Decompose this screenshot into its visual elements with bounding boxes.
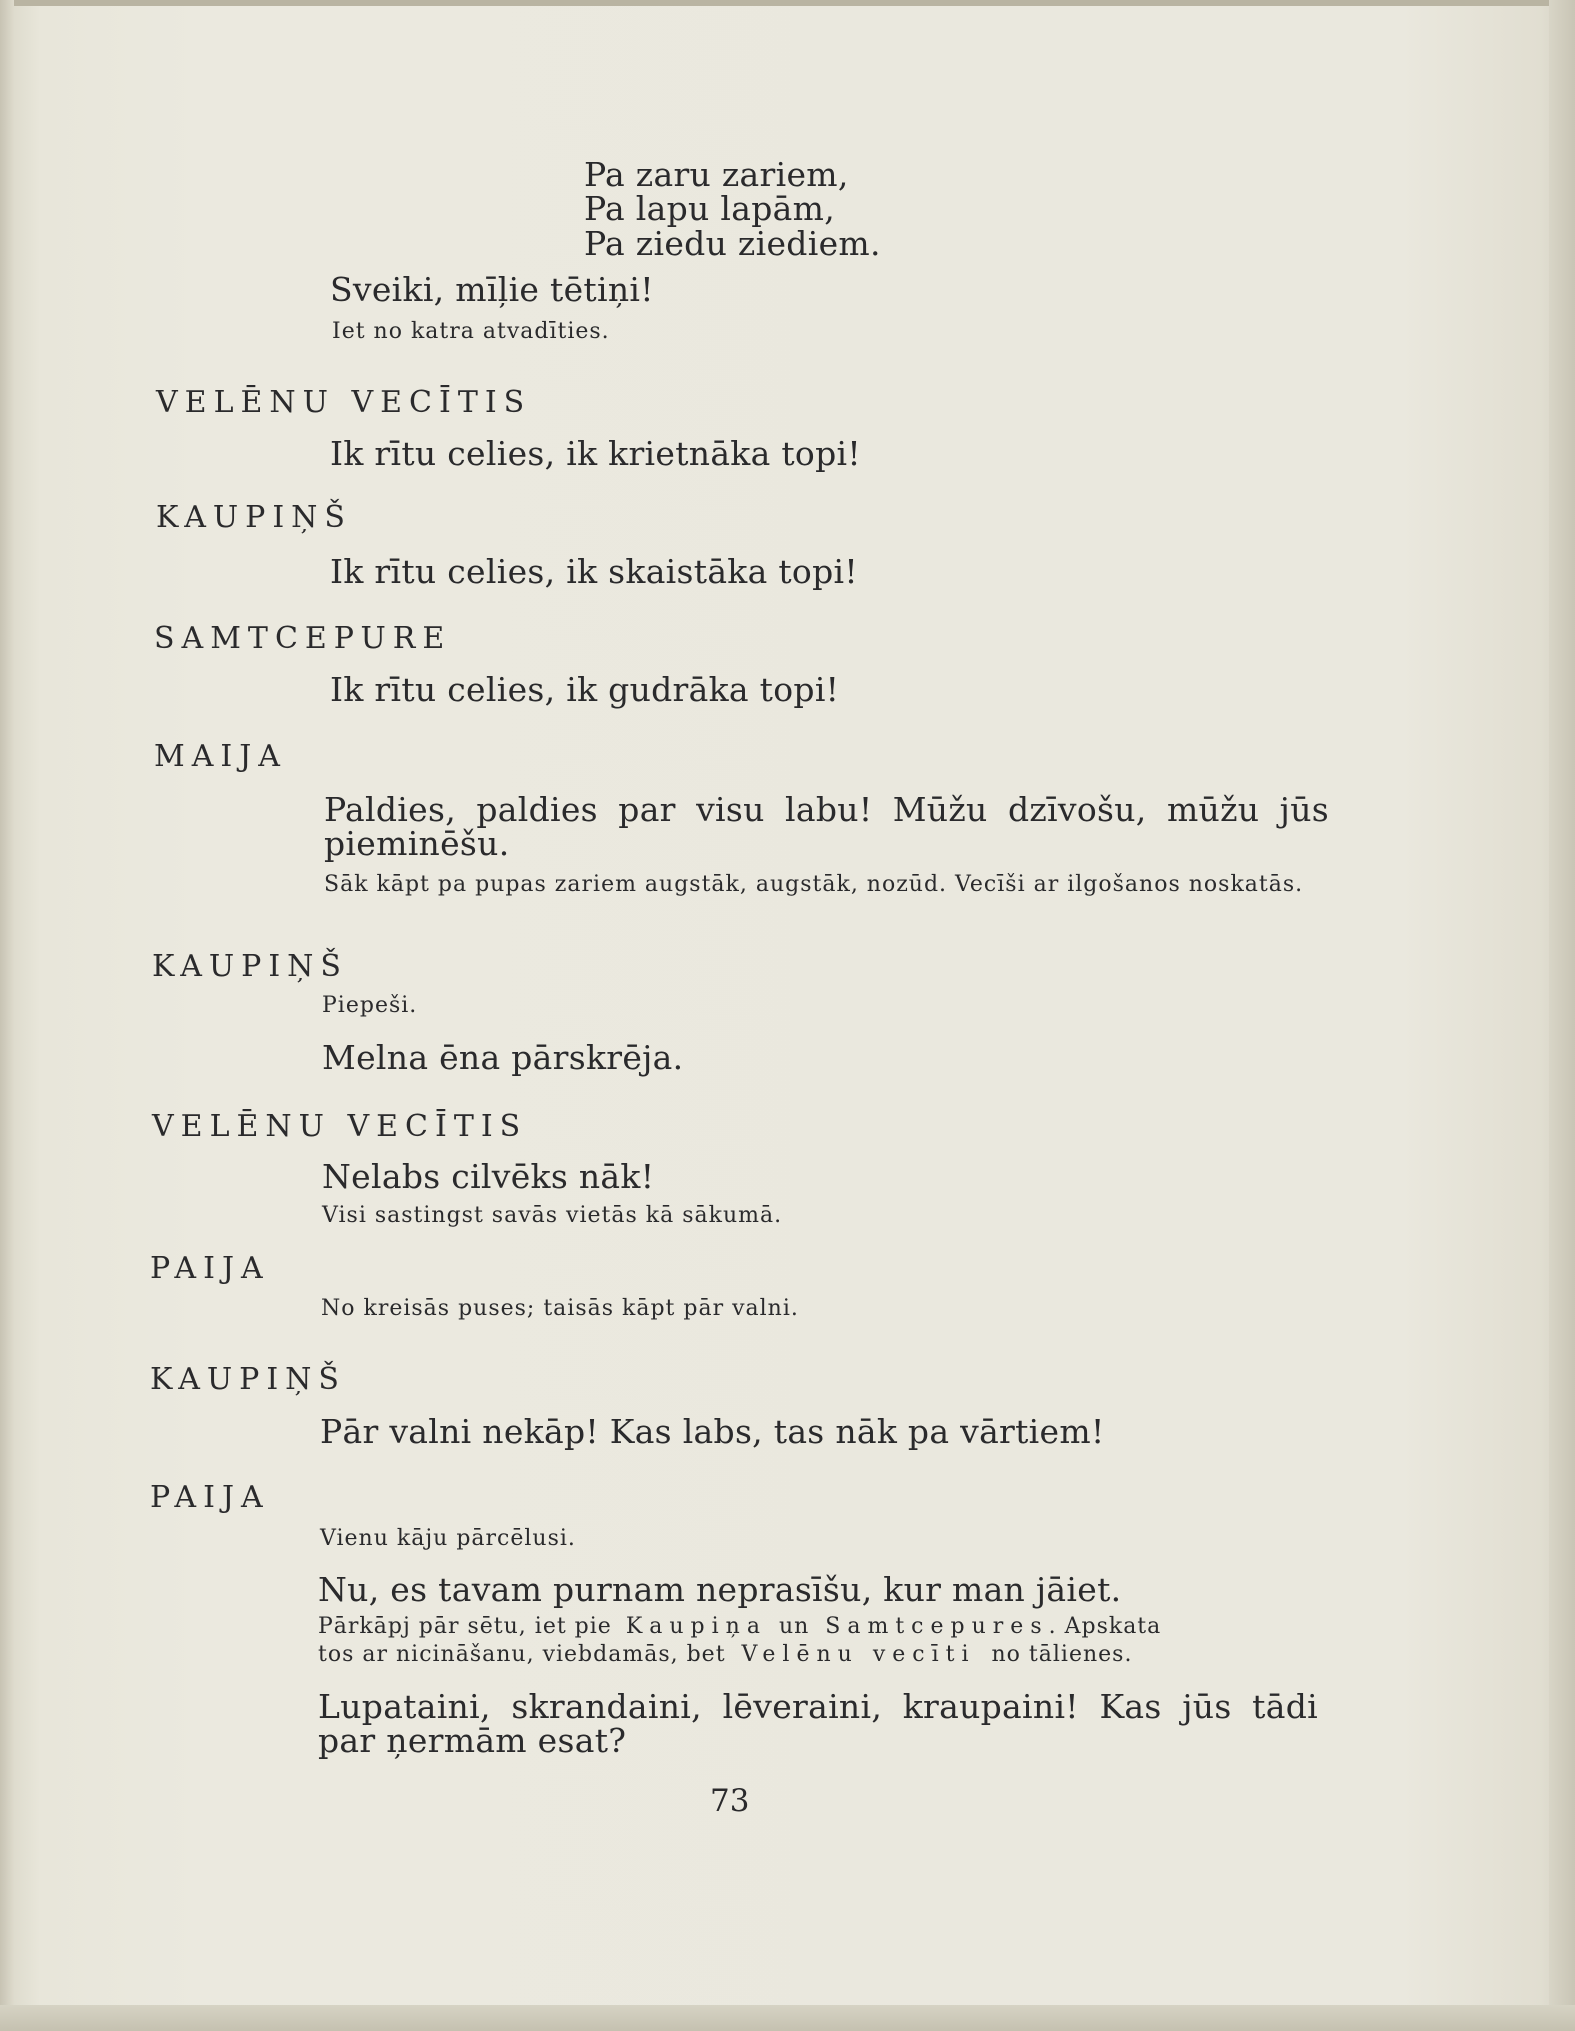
dialogue-paragraph: Paldies, paldies par visu labu! Mūžu dzīvošu, mūžu jūs pieminēšu.: [324, 790, 1329, 863]
speaker-name: VELĒNU VECĪTIS: [156, 385, 532, 420]
speaker-name: KAUPIŅŠ: [152, 949, 348, 984]
speaker-name: PAIJA: [150, 1480, 270, 1515]
speaker-name: SAMTCEPURE: [154, 621, 452, 656]
direction-text: tos ar nicināšanu, viebdamās, bet: [318, 1642, 726, 1667]
verse-line-2: Pa lapu lapām,: [584, 189, 835, 228]
dialogue-line: Nu, es tavam purnam neprasīšu, kur man jāiet.: [318, 1570, 1122, 1609]
verse-line-3: Pa ziedu ziediem.: [584, 224, 881, 263]
dialogue-line: Ik rītu celies, ik gudrāka topi!: [330, 670, 840, 709]
direction-text: Pārkāpj pār sētu, iet pie: [318, 1614, 612, 1639]
speaker-name: MAIJA: [154, 739, 287, 774]
speaker-name: KAUPIŅŠ: [150, 1362, 346, 1397]
dialogue-line: Ik rītu celies, ik skaistāka topi!: [330, 552, 858, 591]
stage-direction-line-1: [318, 1615, 1161, 1639]
speaker-name: KAUPIŅŠ: [156, 500, 352, 535]
dialogue-line: Melna ēna pārskrēja.: [322, 1038, 684, 1077]
stage-direction: No kreisās puses; taisās kāpt pār valni.: [321, 1296, 799, 1321]
stage-direction: Sāk kāpt pa pupas zariem augstāk, augstāk, nozūd. Vecīši ar ilgošanos noskatās.: [324, 872, 1304, 897]
stage-direction-line-2: [318, 1643, 1132, 1667]
stage-direction: Vienu kāju pārcēlusi.: [320, 1526, 576, 1551]
direction-text: . Apskata: [1048, 1614, 1162, 1639]
dialogue-line: Nelabs cilvēks nāk!: [322, 1157, 655, 1196]
page-number: 73: [710, 1783, 750, 1819]
character-name-spaced: Velēnu vecīti: [741, 1642, 976, 1667]
character-name-spaced: Samtcepures: [825, 1614, 1049, 1639]
dialogue-paragraph: Lupataini, skrandaini, lēveraini, kraupaini! Kas jūs tādi par ņermām esat?: [318, 1687, 1318, 1760]
direction-text: un: [778, 1614, 810, 1639]
page-binding-edge: [0, 0, 14, 2031]
direction-text: no tālienes.: [991, 1642, 1133, 1667]
dialogue-line: Ik rītu celies, ik krietnāka topi!: [330, 434, 861, 473]
stage-direction: Piepeši.: [322, 993, 418, 1018]
page-right-edge: [1549, 0, 1575, 2031]
dialogue-line: Pār valni nekāp! Kas labs, tas nāk pa vārtiem!: [320, 1412, 1105, 1451]
page-top-edge: [0, 0, 1575, 6]
stage-direction: Iet no katra atvadīties.: [332, 319, 610, 344]
verse-line-1: Pa zaru zariem,: [584, 155, 849, 194]
stage-direction: Visi sastingst savās vietās kā sākumā.: [322, 1203, 783, 1228]
character-name-spaced: Kaupiņa: [625, 1614, 767, 1639]
speaker-name: VELĒNU VECĪTIS: [152, 1109, 528, 1144]
speaker-name: PAIJA: [150, 1251, 270, 1286]
greeting-line: Sveiki, mīļie tētiņi!: [330, 270, 654, 309]
page-bottom-edge: [0, 2005, 1575, 2031]
